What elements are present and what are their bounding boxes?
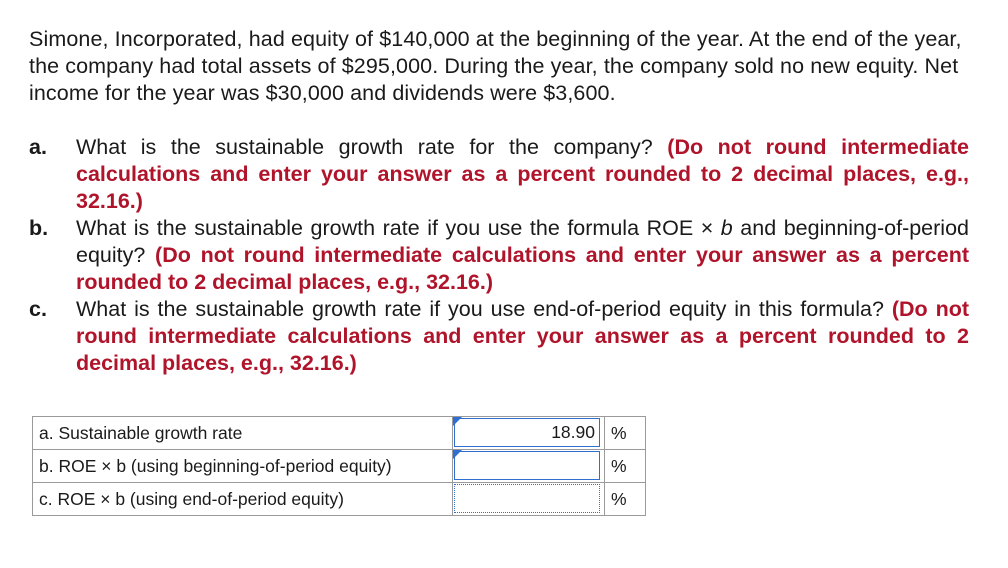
problem-statement: Simone, Incorporated, had equity of $140,000 at the beginning of the year. At the end of the year, the company had total assets of $295,000. During the year, the company sold no new equity. Net income for the year was $30,000 and dividends were $3,600.: [29, 27, 962, 105]
answer-input-c[interactable]: [454, 484, 600, 513]
answer-row-b: [33, 450, 646, 483]
question-text-italic: b: [720, 216, 733, 240]
question-text: What is the sustainable growth rate for the company?: [76, 135, 653, 159]
question-a: [29, 134, 969, 215]
question-letter: b.: [29, 216, 49, 240]
answer-label: c. ROE × b (using end-of-period equity): [33, 483, 453, 516]
question-b: [29, 215, 969, 296]
answer-input-b[interactable]: [454, 451, 600, 480]
question-instruction: (Do not round intermediate calculations and enter your answer as a percent rounded to 2 decimal places, e.g., 32.16.): [76, 135, 969, 213]
question-instruction: (Do not round intermediate calculations and enter your answer as a percent rounded to 2 decimal places, e.g., 32.16.): [76, 297, 970, 375]
input-marker-icon: [453, 417, 462, 426]
question-text: What is the sustainable growth rate if you use the formula ROE ×: [76, 216, 721, 240]
answer-row-a: [33, 417, 646, 450]
question-letter: c.: [29, 297, 47, 321]
answer-label: b. ROE × b (using beginning-of-period equity): [33, 450, 453, 483]
question-c: [29, 296, 969, 377]
answer-table: [32, 416, 646, 516]
question-text: What is the sustainable growth rate if you use end-of-period equity in this formula?: [76, 297, 884, 321]
answer-row-c: [33, 483, 646, 516]
question-instruction: (Do not round intermediate calculations and enter your answer as a percent rounded to 2 decimal places, e.g., 32.16.): [76, 243, 969, 294]
unit-label: %: [605, 483, 646, 516]
answer-input-a[interactable]: 18.90: [454, 418, 600, 447]
unit-label: %: [605, 450, 646, 483]
question-list: [29, 134, 969, 377]
input-marker-icon: [453, 450, 462, 459]
answer-label: a. Sustainable growth rate: [33, 417, 453, 450]
question-text-end: and beginning-of-period equity?: [76, 216, 969, 267]
question-letter: a.: [29, 135, 47, 159]
unit-label: %: [605, 417, 646, 450]
